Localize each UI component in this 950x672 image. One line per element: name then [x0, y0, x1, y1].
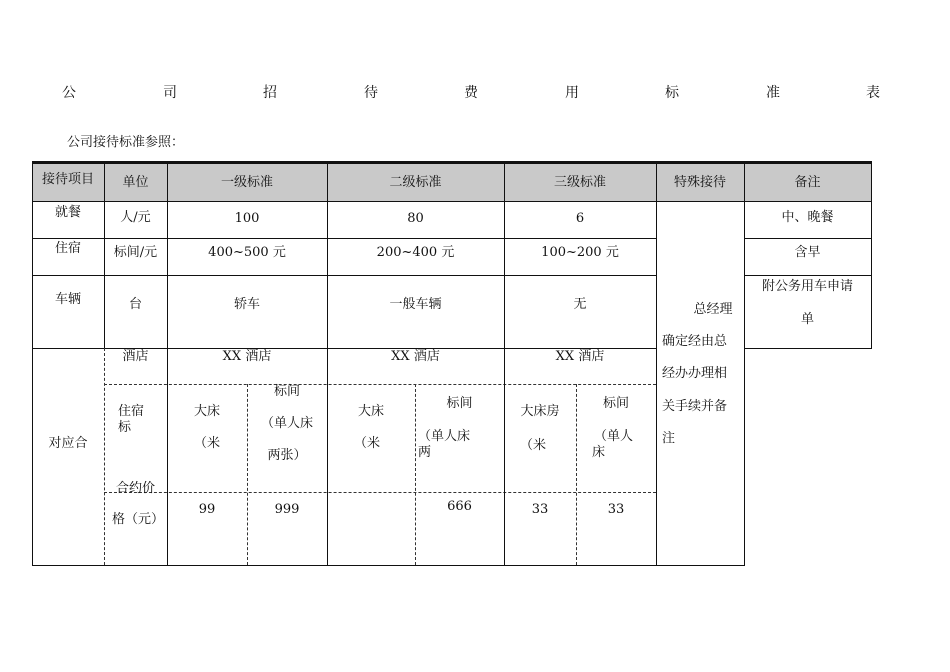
- contract-price-label-line2: 格（元）: [112, 512, 165, 527]
- row-line: [744, 238, 872, 239]
- lodging-standard-label-line1: 住宿: [118, 404, 145, 419]
- l2-standard-line3: 两: [418, 445, 432, 460]
- vehicle-l3: 无: [573, 297, 587, 312]
- special-text-line5: 注: [662, 431, 676, 446]
- l2-standard-line2: （单人床: [418, 429, 471, 444]
- title-char: 表: [866, 85, 880, 101]
- row-line: [744, 348, 872, 349]
- special-text-line1: 总经理: [693, 302, 733, 317]
- price-l3-big: 33: [531, 502, 549, 517]
- contract-item: 对应合: [48, 436, 88, 451]
- l1-standard-line3: 两张）: [267, 448, 307, 463]
- dining-l1: 100: [234, 211, 260, 226]
- lodging-l1: 400~500 元: [208, 245, 286, 260]
- dining-remark: 中、晚餐: [781, 210, 834, 225]
- title-char: 标: [665, 85, 679, 101]
- l2-standard-line1: 标间: [446, 396, 473, 411]
- header-level2: 二级标准: [389, 175, 442, 190]
- price-l3-standard: 33: [607, 502, 625, 517]
- lodging-l3: 100~200 元: [541, 245, 619, 260]
- vehicle-item: 车辆: [54, 292, 81, 307]
- dashed-col-line: [247, 384, 248, 565]
- title-char: 待: [364, 85, 378, 101]
- vehicle-unit: 台: [128, 297, 142, 312]
- special-text-line3: 经办办理相: [662, 366, 728, 381]
- dining-l2: 80: [407, 211, 424, 226]
- special-text-line2: 确定经由总: [662, 334, 728, 349]
- bottom-border: [32, 565, 744, 566]
- price-l2-standard: 666: [447, 499, 472, 514]
- row-line: [32, 275, 656, 276]
- hotel-label: 酒店: [122, 349, 149, 364]
- price-l1-standard: 999: [274, 502, 300, 517]
- title-char: 招: [263, 85, 277, 101]
- top-border: [32, 161, 872, 164]
- left-border: [32, 161, 33, 566]
- dining-unit: 人/元: [120, 210, 151, 225]
- l1-standard-line1: 标间: [273, 384, 300, 399]
- l1-big-bed-line1: 大床: [193, 404, 220, 419]
- hotel-l2: XX 酒店: [391, 349, 440, 364]
- row-line: [744, 275, 872, 276]
- row-line: [32, 238, 656, 239]
- l3-big-bed-line1: 大床房: [520, 404, 560, 419]
- vehicle-l1: 轿车: [233, 297, 260, 312]
- header-item: 接待项目: [41, 172, 94, 187]
- lodging-standard-label-line2: 标: [118, 420, 132, 435]
- l3-standard-line1: 标间: [602, 396, 629, 411]
- dashed-row-line: [104, 492, 656, 493]
- lodging-l2: 200~400 元: [376, 245, 455, 260]
- title-char: 公: [62, 85, 76, 101]
- l2-big-bed-line2: （米: [354, 436, 381, 451]
- dashed-row-line: [104, 384, 656, 385]
- title-char: 司: [163, 85, 177, 101]
- vehicle-l2: 一般车辆: [389, 297, 442, 312]
- contract-price-label-line1: 合约价: [116, 481, 156, 496]
- dining-l3: 6: [575, 211, 585, 226]
- price-l1-big: 99: [198, 502, 216, 517]
- l3-big-bed-line2: （米: [520, 438, 547, 453]
- l1-big-bed-line2: （米: [193, 436, 220, 451]
- l3-standard-line3: 床: [592, 445, 606, 460]
- header-level1: 一级标准: [220, 175, 273, 190]
- l3-standard-line2: （单人: [594, 429, 634, 444]
- hotel-l1: XX 酒店: [222, 349, 272, 364]
- vehicle-remark-line2: 单: [800, 312, 814, 327]
- title-char: 准: [766, 85, 780, 101]
- lodging-unit: 标间/元: [113, 245, 158, 260]
- header-unit: 单位: [122, 175, 149, 190]
- vehicle-remark-line1: 附公务用车申请: [761, 279, 853, 294]
- lodging-remark: 含早: [794, 245, 821, 260]
- dining-item: 就餐: [54, 205, 81, 220]
- lodging-item: 住宿: [54, 241, 81, 256]
- right-border: [871, 161, 872, 349]
- l2-big-bed-line1: 大床: [357, 404, 384, 419]
- row-line: [32, 201, 872, 202]
- special-text-line4: 关手续并备: [662, 399, 728, 414]
- hotel-l3: XX 酒店: [555, 349, 605, 364]
- header-special: 特殊接待: [673, 175, 726, 190]
- title-char: 用: [565, 85, 579, 101]
- l1-standard-line2: （单人床: [260, 416, 313, 431]
- col-line: [656, 161, 657, 566]
- header-remark: 备注: [794, 175, 821, 190]
- header-level3: 三级标准: [553, 175, 606, 190]
- dashed-col-line: [104, 348, 105, 565]
- reference-label: 公司接待标准参照：: [67, 135, 185, 150]
- title-char: 费: [464, 85, 478, 101]
